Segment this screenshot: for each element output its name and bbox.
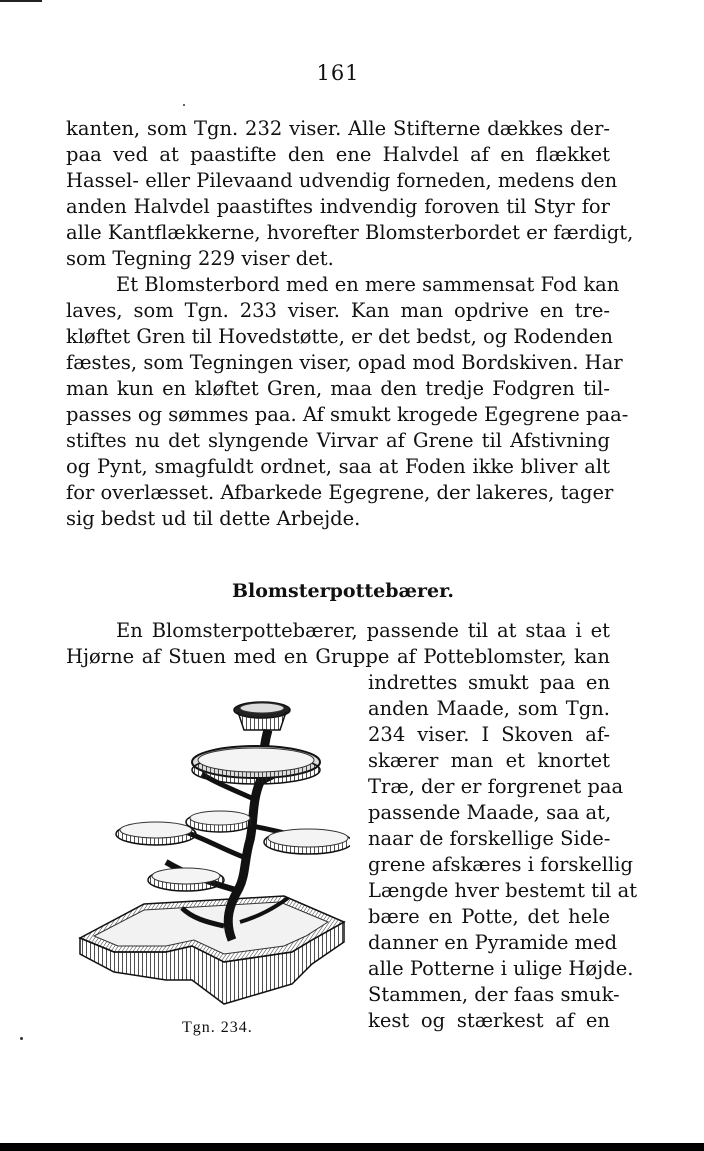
text-line: danner en Pyramide med <box>368 931 618 954</box>
section-heading: Blomsterpottebærer. <box>231 580 455 602</box>
text-line: naar de forskellige Side- <box>368 827 611 850</box>
text-line: Stammen, der faas smuk- <box>368 983 620 1006</box>
text-line: fæstes, som Tegningen viser, opad mod Bordskiven. Har <box>66 351 623 374</box>
top-edge-rule <box>0 0 42 2</box>
text-line: Længde hver bestemt til at <box>368 879 638 902</box>
text-line: indrettes smukt paa en <box>368 671 610 694</box>
flower-pot-stand-engraving-icon <box>74 690 350 1014</box>
text-line: passes og sømmes paa. Af smukt krogede Egegrene paa- <box>66 403 629 426</box>
text-line: for overlæsset. Afbarkede Egegrene, der lakeres, tager <box>66 481 614 504</box>
bottom-edge-bar <box>0 1143 704 1151</box>
text-line: grene afskæres i forskellig <box>368 853 633 876</box>
figure-caption: Tgn. 234. <box>182 1019 253 1036</box>
text-line: Træ, der er forgrenet paa <box>368 775 624 798</box>
text-line: Hassel- eller Pilevaand udvendig forneden, medens den <box>66 169 618 192</box>
text-line: sig bedst ud til dette Arbejde. <box>66 507 361 530</box>
text-line: paa ved at paastifte den ene Halvdel af en flækket <box>66 143 610 166</box>
text-line: bære en Potte, det hele <box>368 905 610 928</box>
speck <box>20 1037 23 1040</box>
text-line: Hjørne af Stuen med en Gruppe af Potteblomster, kan <box>66 645 610 668</box>
text-line: kanten, som Tgn. 232 viser. Alle Stifterne dækkes der- <box>66 117 610 140</box>
speck <box>183 104 185 106</box>
page-number: 161 <box>316 61 360 85</box>
text-line: alle Kantflækkerne, hvorefter Blomsterbordet er færdigt, <box>66 221 634 244</box>
text-line: man kun en kløftet Gren, maa den tredje Fodgren til- <box>66 377 610 400</box>
text-line: Et Blomsterbord med en mere sammensat Fod kan <box>116 273 620 296</box>
text-line: anden Maade, som Tgn. <box>368 697 610 720</box>
text-line: kløftet Gren til Hovedstøtte, er det bedst, og Rodenden <box>66 325 613 348</box>
text-line: stiftes nu det slyngende Virvar af Grene til Afstivning <box>66 429 610 452</box>
text-line: kest og stærkest af en <box>368 1009 610 1032</box>
text-line: skærer man et knortet <box>368 749 610 772</box>
text-line: 234 viser. I Skoven af- <box>368 723 610 746</box>
text-line: anden Halvdel paastiftes indvendig foroven til Styr for <box>66 195 610 218</box>
text-line: En Blomsterpottebærer, passende til at staa i et <box>116 619 610 642</box>
text-line: alle Potterne i ulige Højde. <box>368 957 634 980</box>
text-line: og Pynt, smagfuldt ordnet, saa at Foden ikke bliver alt <box>66 455 610 478</box>
text-line: passende Maade, saa at, <box>368 801 612 824</box>
text-line: laves, som Tgn. 233 viser. Kan man opdrive en tre- <box>66 299 610 322</box>
text-line: som Tegning 229 viser det. <box>66 247 334 270</box>
